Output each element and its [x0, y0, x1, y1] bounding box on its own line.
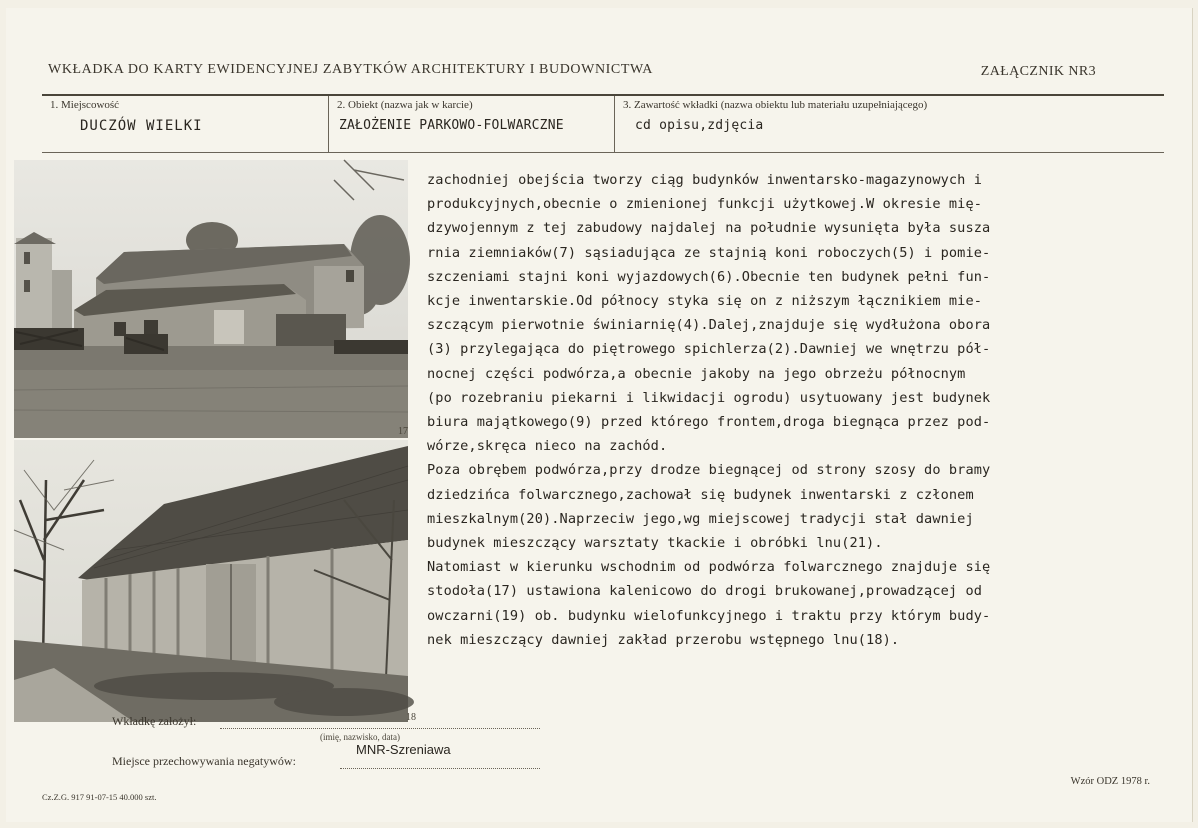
field-label: 3. Zawartość wkładki (nazwa obiektu lub materiału uzupełniającego) [623, 99, 928, 111]
made-by-hint: (imię, nazwisko, data) [320, 732, 400, 742]
photo-farm-buildings [14, 160, 408, 438]
text-line: nek mieszczący dawniej zakład przerobu wstępnego lnu(18). [427, 631, 900, 648]
text-line: Poza obrębem podwórza,przy drodze biegnącej od strony szosy do bramy [427, 462, 991, 479]
field-object [328, 96, 615, 152]
attachment-number: ZAŁĄCZNIK NR3 [980, 64, 1096, 79]
field-locality [42, 96, 328, 152]
field-row [42, 94, 1164, 153]
print-code: Cz.Z.G. 917 91-07-15 40.000 szt. [42, 792, 157, 802]
text-line: owczarni(19) ob. budynku wielofunkcyjnego i traktu przy którym budy- [427, 607, 991, 624]
text-line: dziedzińca folwarcznego,zachował się budynek inwentarski z członem [427, 486, 974, 503]
text-line: rnia ziemniaków(7) sąsiadująca ze stajnią koni roboczych(5) i pomie- [427, 244, 991, 261]
text-line: stodoła(17) ustawiona kalenicowo do drogi brukowanej,prowadzącej od [427, 583, 983, 600]
text-line: produkcyjnych,obecnie o zmienionej funkcji użytkowej.W okresie mię- [427, 196, 983, 213]
description-text [427, 168, 1137, 652]
field-value: cd opisu,zdjęcia [635, 118, 764, 133]
text-line: dzywojennym z tej zabudowy najdalej na południe wysunięta była susza [427, 220, 991, 237]
storage-value: MNR-Szreniawa [356, 742, 451, 757]
field-value: ZAŁOŻENIE PARKOWO-FOLWARCZNE [339, 118, 564, 133]
text-line: kcje inwentarskie.Od północy styka się on z niższym łącznikiem mie- [427, 293, 983, 310]
text-line: (3) przylegająca do piętrowego spichlerza(2).Dawniej we wnętrzu pół- [427, 341, 991, 358]
made-by-line [220, 728, 540, 729]
text-line: zachodniej obejścia tworzy ciąg budynków inwentarsko-magazynowych i [427, 172, 983, 188]
photo-barn [14, 440, 416, 723]
form-pattern: Wzór ODZ 1978 r. [1070, 776, 1150, 787]
text-line: biura majątkowego(9) przed którego frontem,droga biegnąca przez pod- [427, 414, 991, 431]
field-value: DUCZÓW WIELKI [80, 118, 203, 134]
field-contents [614, 96, 1165, 152]
field-label: 2. Obiekt (nazwa jak w karcie) [337, 99, 473, 111]
field-label: 1. Miejscowość [50, 99, 120, 111]
form-sheet [6, 8, 1193, 822]
text-line: budynek mieszczący warsztaty tkackie i obróbki lnu(21). [427, 535, 883, 552]
text-line: wórze,skręca nieco na zachód. [427, 438, 668, 455]
storage-line [340, 768, 540, 769]
text-line: szczącym pierwotnie świniarnię(4).Dalej,znajduje się wydłużona obora [427, 317, 991, 334]
photo-number: 17 [398, 426, 408, 437]
text-line: Natomiast w kierunku wschodnim od podwórza folwarcznego znajduje się [427, 559, 991, 576]
photo-number: 18 [406, 712, 416, 723]
text-line: (po rozebraniu piekarni i likwidacji ogrodu) usytuowany jest budynek [427, 389, 991, 406]
text-line: nocnej części podwórza,a obecnie jakoby na jego obrzeżu północnym [427, 365, 966, 382]
form-title: WKŁADKA DO KARTY EWIDENCYJNEJ ZABYTKÓW ARCHITEKTURY I BUDOWNICTWA [48, 62, 653, 77]
storage-label: Miejsce przechowywania negatywów: [112, 754, 296, 768]
made-by-label: Wkładkę założył: [112, 714, 197, 728]
text-line: szczeniami stajni koni wyjazdowych(6).Obecnie ten budynek pełni fun- [427, 268, 991, 285]
text-line: mieszkalnym(20).Naprzeciw jego,wg miejscowej tradycji stał dawniej [427, 510, 974, 527]
